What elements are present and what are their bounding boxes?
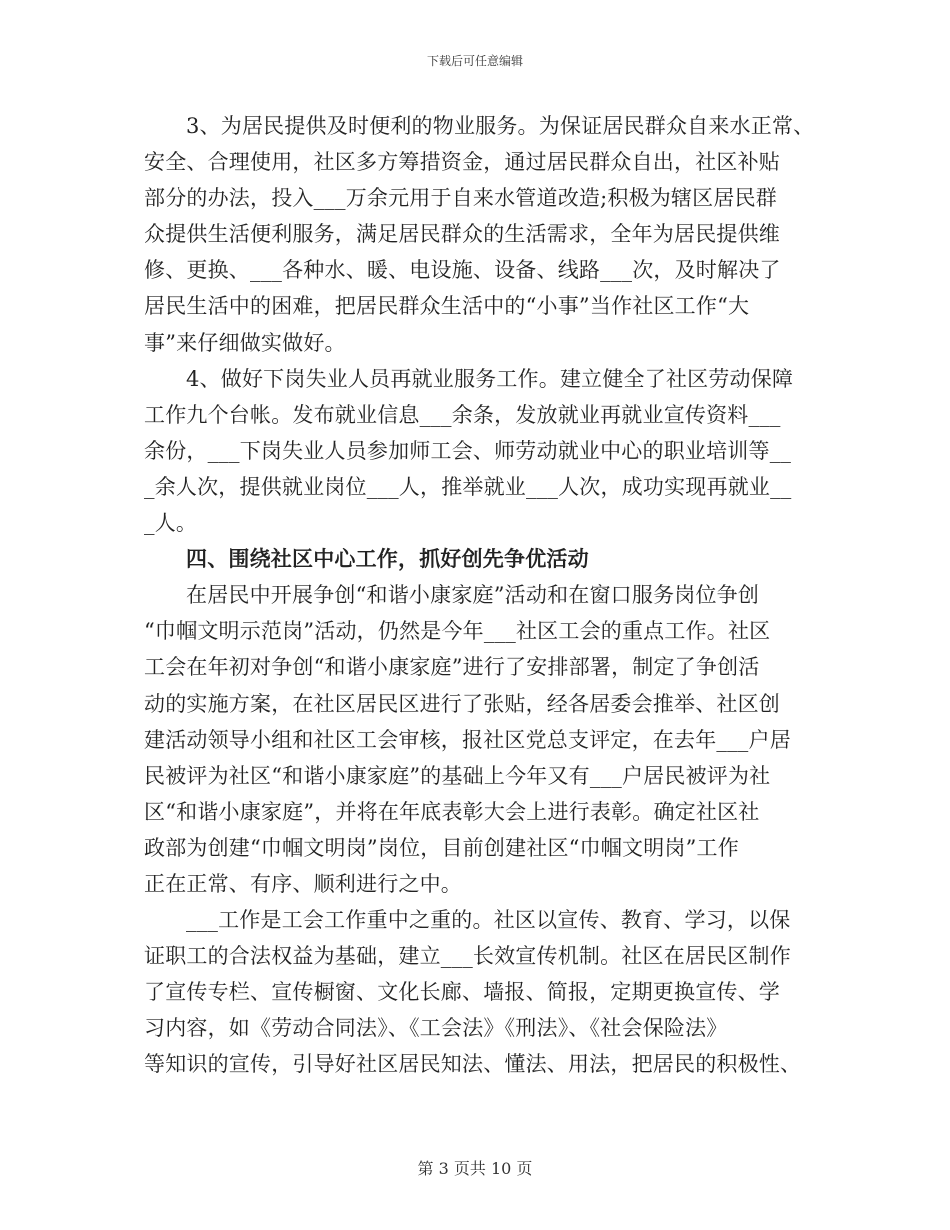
document-body: [144, 108, 815, 1083]
paragraph-line: 了宣传专栏、宣传橱窗、文化长廊、墙报、简报，定期更换宣传、学: [144, 980, 780, 1005]
paragraph-line: 工会在年初对争创“和谐小康家庭”进行了安排部署，制定了争创活: [144, 655, 760, 680]
paragraph-line: 众提供生活便利服务，满足居民群众的生活需求，全年为居民提供维: [144, 222, 780, 247]
paragraph-line: 事”来仔细做实做好。: [144, 330, 346, 355]
paragraph-line: 政部为创建“巾帼文明岗”岗位，目前创建社区“巾帼文明岗”工作: [144, 835, 739, 860]
paragraph-line: 民被评为社区“和谐小康家庭”的基础上今年又有___户居民被评为社: [144, 763, 771, 788]
paragraph-line: 3、为居民提供及时便利的物业服务。为保证居民群众自来水正常、: [186, 114, 815, 138]
paragraph-line: ___工作是工会工作重中之重的。社区以宣传、教育、学习，以保: [186, 908, 791, 933]
paragraph-line: 建活动领导小组和社区工会审核，报社区党总支评定，在去年___户居: [144, 727, 791, 752]
paragraph-line: 余份，___下岗失业人员参加师工会、师劳动就业中心的职业培训等__: [144, 438, 792, 463]
paragraph-line: 工作九个台帐。发布就业信息___余条，发放就业再就业宣传资料___: [144, 402, 781, 427]
paragraph-line: 部分的办法，投入___万余元用于自来水管道改造;积极为辖区居民群: [144, 186, 777, 211]
paragraph-line: 安全、合理使用，社区多方筹措资金，通过居民群众自出，社区补贴: [144, 150, 780, 175]
paragraph-line: 4、做好下岗失业人员再就业服务工作。建立健全了社区劳动保障: [186, 366, 794, 391]
page-header: 下载后可任意编辑: [426, 54, 523, 68]
paragraph-line: 动的实施方案，在社区居民区进行了张贴，经各居委会推举、社区创: [144, 691, 780, 716]
paragraph-line: 习内容，如《劳动合同法》、《工会法》《刑法》、《社会保险法》: [144, 1016, 728, 1041]
paragraph-line: 在居民中开展争创“和谐小康家庭”活动和在窗口服务岗位争创: [186, 583, 760, 608]
paragraph-line: 正在正常、有序、顺利进行之中。: [144, 871, 462, 896]
page-footer: 第 3 页共 10 页: [417, 1159, 533, 1178]
paragraph-line: _人。: [144, 511, 198, 536]
paragraph-line: 修、更换、___各种水、暖、电设施、设备、线路___次，及时解决了: [144, 258, 781, 283]
paragraph-line: 居民生活中的困难，把居民群众生活中的“小事”当作社区工作“大: [144, 294, 750, 319]
paragraph-line: 区“和谐小康家庭”，并将在年底表彰大会上进行表彰。确定社区社: [144, 799, 760, 824]
paragraph-line: 证职工的合法权益为基础，建立___长效宣传机制。社区在居民区制作: [144, 944, 791, 969]
paragraph-line: _余人次，提供就业岗位___人，推举就业___人次，成功实现再就业__: [144, 474, 792, 499]
paragraph-line: “巾帼文明示范岗”活动，仍然是今年___社区工会的重点工作。社区: [144, 619, 771, 644]
paragraph-line: 等知识的宣传，引导好社区居民知法、懂法、用法，把居民的积极性、: [144, 1052, 802, 1077]
section-heading: 四、围绕社区中心工作，抓好创先争优活动: [186, 547, 589, 572]
